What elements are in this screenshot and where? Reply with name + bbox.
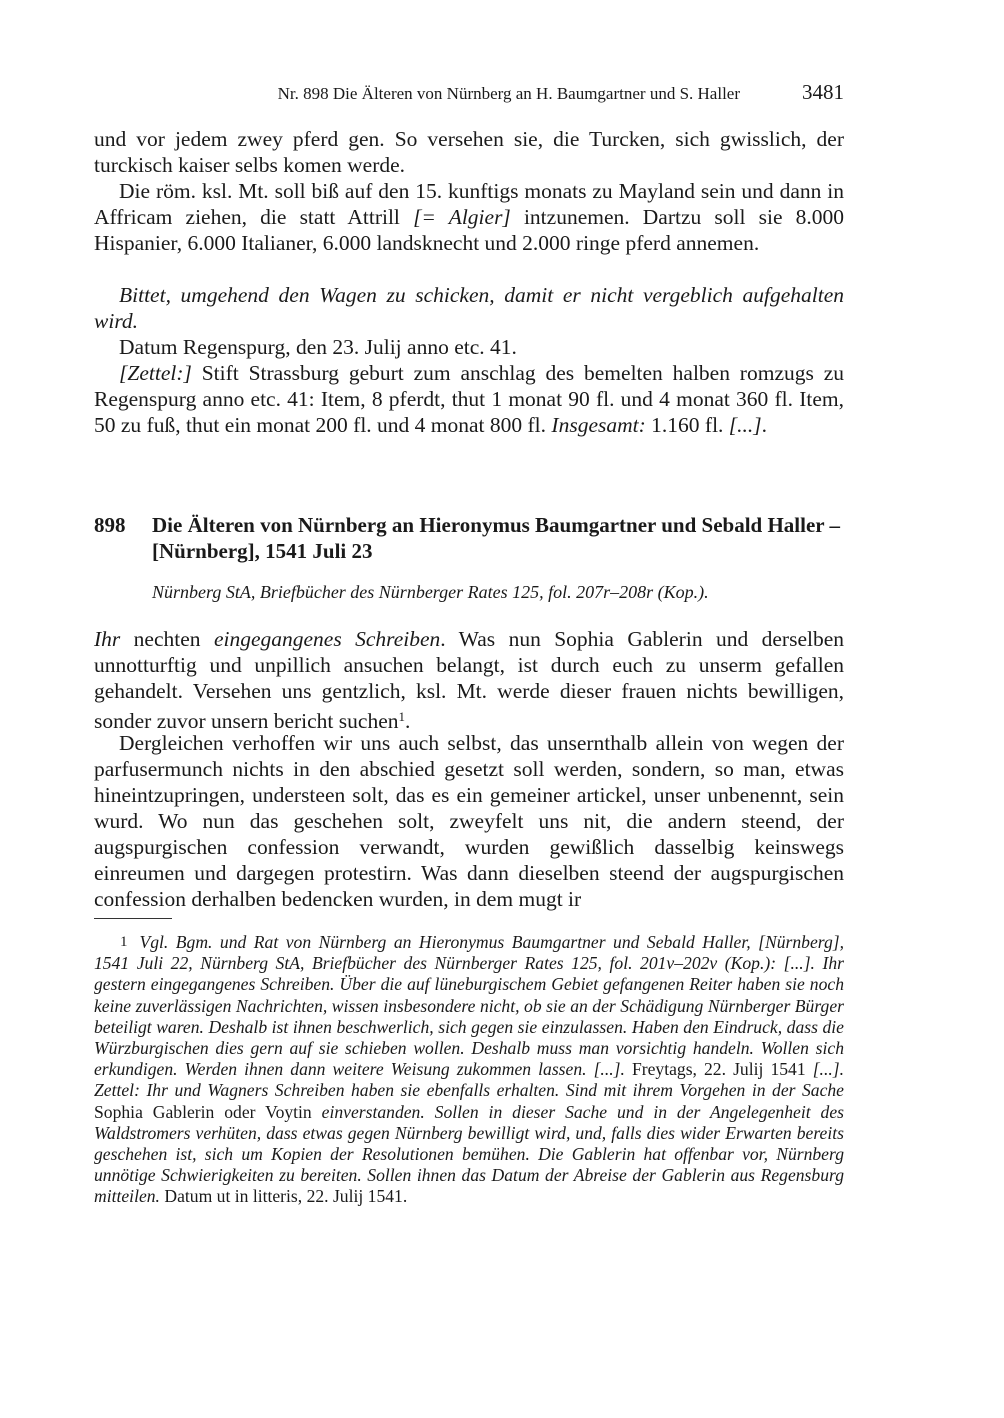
footnote-number: 1	[120, 934, 128, 950]
prev-paragraph-5: [Zettel:] Stift Strassburg geburt zum anschlag des bemelten halben romzugs zu Regenspurg anno etc. 41: Item, 8 pferdt, thut 1 monat 90 fl. und 4 monat 360 fl. Item, 50 zu fuß, thut ein monat 200 fl. und 4 monat 800 fl. Insgesamt: 1.160 fl. [...].	[94, 361, 844, 437]
entry-number: 898	[94, 513, 126, 537]
body-paragraph-1: Ihr nechten eingegangenes Schreiben. Was nun Sophia Gablerin und derselben unnotturftig und unpillich ansuchen belangt, ist durch euch zu unserm gefallen gehandelt. Versehen uns gentzlich, ksl. Mt. werde dieser frauen nichts bewilligen, sonder zuvor unsern bericht suchen$^1$.	[94, 627, 845, 733]
entry-heading	[94, 512, 844, 564]
footnote-1: 1 Vgl. Bgm. und Rat von Nürnberg an Hieronymus Baumgartner und Sebald Haller, [Nürnberg], 1541 Juli 22, Nürnberg StA, Briefbücher des Nürnberger Rates 125, fol. 201v–202v (Kop.): [...]. Ihr gestern eingegangenes Schreiben. Über die auf lüneburgischem Gebiet gefangenen Reiter haben sie noch keine zuverlässigen Nachrichten, wissen insbesondere nicht, ob sie an der Schädigung Nürnberger Bürger beteiligt waren. Deshalb ist ihnen beschwerlich, sich gegen sie einzulassen. Haben den Eindruck, dass die Würzburgischen dies gern auf sie schieben wollen. Deshalb muss man vorsichtig handeln. Wollen sich erkundigen. Werden ihnen dann weitere Weisung zukommen lassen. [...]. Freytags, 22. Julij 1541 [...]. Zettel: Ihr und Wagners Schreiben haben sie ebenfalls erhalten. Sind mit ihrem Vorgehen in der Sache Sophia Gablerin oder Voytin einverstanden. Sollen in dieser Sache und in der Angelegenheit des Waldstromers verhüten, dass etwas gegen Nürnberg bewilligt wird, und, falls dies wider Erwarten bereits geschehen ist, sich um Kopien der Resolutionen bemühen. Die Gablerin hat offenbar vor, Nürnberg unnötige Schwierigkeiten zu bereiten. Sollen ihnen das Datum der Abreise der Gablerin aus Regensburg mitteilen. Datum ut in litteris, 22. Julij 1541.	[94, 932, 844, 1207]
page-number: 3481	[802, 80, 844, 104]
prev-paragraph-2: Die röm. ksl. Mt. soll biß auf den 15. kunftigs monats zu Mayland sein und dann in Affricam ziehen, die statt Attrill [= Algier] intzunemen. Dartzu soll sie 8.000 Hispanier, 6.000 Italianer, 6.000 landsknecht und 2.000 ringe pferd annemen.	[94, 179, 845, 255]
editorial-note: [= Algier]	[413, 205, 511, 229]
page-header	[94, 80, 844, 108]
entry-source: Nürnberg StA, Briefbücher des Nürnberger Rates 125, fol. 207r–208r (Kop.).	[152, 582, 709, 602]
prev-paragraph-1: und vor jedem zwey pferd gen. So versehen sie, die Turcken, sich gwisslich, der turckisch kaiser selbs komen werde.	[94, 127, 844, 177]
running-title: Nr. 898 Die Älteren von Nürnberg an H. Baumgartner und S. Haller	[277, 84, 740, 103]
footnote-ref[interactable]: 1	[398, 709, 405, 724]
body-paragraph-2: Dergleichen verhoffen wir uns auch selbst, das unsernthalb allein von wegen der parfusermunch nichts in den abschied gesetzt soll werden, sondern, so man, etwas hineintzupringen, understeen solt, das es ein gemeiner artickel, unser unbenennt, sein wurd. Wo nun das geschehen solt, zweyfelt uns nit, die andern steend, der augspurgischen confession verwandt, wurden gewißlich dasselbig keinswegs einreumen und dargegen protestirn. Was dann dieselben steend der augspurgischen confession derhalben bedencken wurden, in dem mugt ir	[94, 731, 844, 911]
prev-paragraph-3: Bittet, umgehend den Wagen zu schicken, damit er nicht vergeblich aufgehalten wird.	[94, 283, 844, 333]
prev-paragraph-4: Datum Regenspurg, den 23. Julij anno etc. 41.	[119, 335, 517, 359]
footnote-divider	[94, 918, 172, 919]
entry-title: Die Älteren von Nürnberg an Hieronymus Baumgartner und Sebald Haller – [Nürnberg], 1541 Juli 23	[152, 513, 840, 563]
